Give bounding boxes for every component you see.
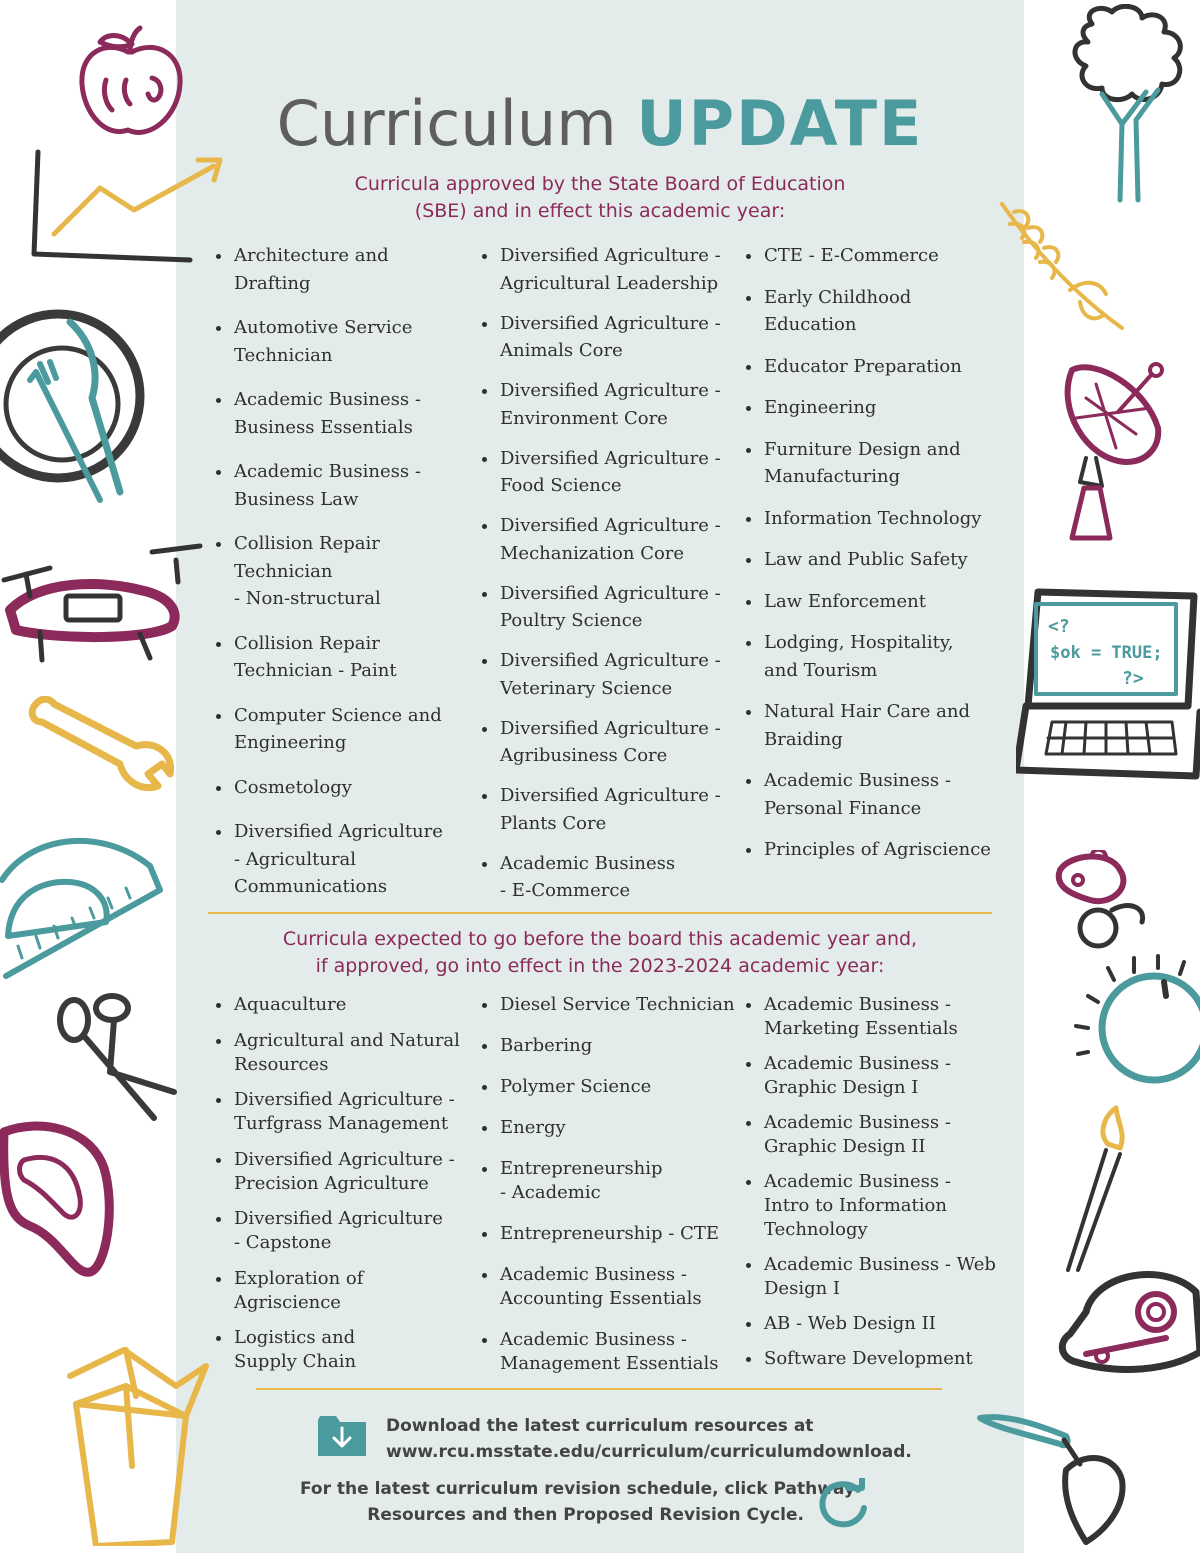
list-item — [482, 445, 721, 500]
list-item — [746, 836, 991, 864]
list-item-text: - Academic — [500, 1182, 601, 1203]
list-item-text: AB - Web Design II — [764, 1313, 936, 1334]
list-item-text: Academic Business - — [764, 1171, 951, 1192]
section-approved-heading-line: (SBE) and in effect this academic year: — [414, 200, 786, 222]
list-item-text: Collision Repair — [234, 533, 380, 554]
list-item-text: Supply Chain — [234, 1351, 357, 1372]
list-item — [216, 1029, 460, 1077]
stopwatch-icon — [1068, 952, 1200, 1092]
list-item-text: Principles of Agriscience — [764, 839, 991, 860]
list-item — [482, 1222, 735, 1246]
list-item-text: Diversified Agriculture - — [500, 515, 721, 536]
list-item-text: Mechanization Core — [500, 542, 685, 564]
list-item-text: Accounting Essentials — [500, 1288, 702, 1309]
list-item — [746, 436, 991, 491]
list-item-text: Academic Business - — [234, 461, 421, 482]
list-item-text: Academic Business - — [500, 1329, 687, 1350]
laptop-code-line-3: ?> — [1122, 668, 1144, 689]
list-item-text: Agriscience — [234, 1291, 341, 1313]
list-item-text: Energy — [500, 1117, 566, 1138]
list-item — [216, 1267, 460, 1315]
list-item-text: Agribusiness Core — [500, 745, 668, 766]
list-item-text: - Agricultural — [234, 848, 357, 870]
expected-list-col-1 — [216, 993, 460, 1374]
list-item-text: Computer Science and — [234, 704, 442, 726]
list-item-text: Communications — [234, 876, 388, 897]
list-item-text: Diversified Agriculture — [234, 1208, 443, 1229]
section-approved-heading-line: Curricula approved by the State Board of Education — [354, 173, 846, 195]
list-item-text: Technology — [764, 1219, 868, 1240]
list-item-text: Graphic Design II — [764, 1136, 926, 1157]
list-item-text: Braiding — [764, 728, 843, 750]
list-item-text: Diversified Agriculture - — [500, 650, 721, 671]
list-item-text: Barbering — [500, 1035, 593, 1056]
list-item-text: Academic Business - — [500, 1264, 687, 1285]
list-item-text: Diversified Agriculture - — [500, 582, 721, 604]
list-item-text: - Non-structural — [234, 588, 381, 609]
list-item-text: Software Development — [764, 1348, 973, 1369]
list-item — [216, 702, 443, 757]
pacifier-icon — [1050, 850, 1150, 955]
list-item-text: Personal Finance — [764, 797, 922, 819]
list-item-text: Law and Public Safety — [764, 549, 968, 570]
list-item-text: Animals Core — [500, 340, 623, 361]
trowel-icon — [976, 1410, 1126, 1550]
section-expected-heading-line: Curricula expected to go before the board this academic year and, — [282, 928, 918, 950]
list-item-text: Drafting — [234, 272, 311, 294]
list-item — [216, 314, 443, 369]
laptop-code-line-1: <? — [1048, 616, 1070, 637]
list-item-text: Technician — [234, 560, 333, 582]
list-item-text: Furniture Design and — [764, 438, 961, 460]
list-item — [746, 284, 991, 339]
list-item — [746, 242, 991, 270]
plate-fork-knife-icon — [0, 302, 150, 512]
laptop-code-line-2: $ok = TRUE; — [1050, 643, 1163, 663]
list-item — [482, 512, 721, 567]
list-item — [482, 1116, 735, 1140]
list-item — [216, 1207, 460, 1255]
list-item — [216, 530, 443, 613]
list-item-text: Management Essentials — [500, 1353, 719, 1374]
list-item-text: Architecture and — [234, 245, 389, 266]
list-item-text: Academic Business - — [764, 770, 951, 791]
list-item-text: Academic Business - — [764, 994, 951, 1015]
wheat-icon — [996, 198, 1126, 333]
list-item — [482, 1328, 735, 1376]
list-item — [746, 767, 991, 822]
list-item — [746, 394, 991, 422]
revision-text-line: For the latest curriculum revision schedule, click Pathway — [300, 1479, 855, 1499]
expected-list-col-2 — [482, 993, 735, 1376]
download-text-line: Download the latest curriculum resources at — [386, 1416, 814, 1436]
protractor-icon — [0, 826, 165, 986]
list-item-text: Education — [764, 314, 857, 335]
list-item-text: Business Law — [234, 488, 359, 510]
approved-list-col-1 — [216, 242, 443, 901]
list-item-text: Cosmetology — [234, 776, 352, 798]
list-item-text: Information Technology — [764, 507, 982, 529]
list-item-text: Agricultural Leadership — [500, 272, 719, 294]
list-item-text: Precision Agriculture — [234, 1172, 429, 1194]
approved-list-col-2 — [482, 242, 721, 905]
list-item-text: Turfgrass Management — [234, 1113, 449, 1134]
list-item — [216, 386, 443, 441]
list-item-text: Academic Business - Web — [764, 1254, 996, 1275]
list-item-text: Diversified Agriculture - — [500, 380, 721, 401]
list-item-text: Collision Repair — [234, 632, 380, 654]
list-item-text: Food Science — [500, 475, 622, 496]
list-item — [216, 774, 443, 802]
list-item-text: Engineering — [764, 397, 877, 418]
list-item-text: Marketing Essentials — [764, 1018, 958, 1039]
list-item — [482, 1034, 735, 1058]
list-item-text: Diversified Agriculture - — [500, 785, 721, 806]
list-item — [746, 1312, 996, 1336]
list-item — [482, 782, 721, 837]
list-item — [482, 242, 721, 297]
list-item — [482, 1157, 735, 1205]
list-item-text: Diversified Agriculture - — [500, 245, 721, 266]
drone-icon — [0, 540, 210, 670]
list-item-text: Diversified Agriculture - — [234, 1148, 455, 1170]
list-item-text: Design I — [764, 1278, 841, 1299]
list-item — [746, 546, 991, 574]
list-item-text: Diversified Agriculture - — [234, 1089, 455, 1110]
list-item-text: Entrepreneurship — [500, 1158, 663, 1179]
list-item-text: Academic Business - — [234, 389, 421, 410]
refresh-icon[interactable] — [818, 1478, 870, 1530]
download-folder-icon[interactable] — [318, 1414, 366, 1456]
list-item — [746, 353, 991, 381]
list-item-text: Poultry Science — [500, 610, 643, 631]
list-item-text: Academic Business - — [764, 1112, 951, 1133]
list-item-text: Natural Hair Care and — [764, 701, 970, 722]
laptop-icon — [1016, 588, 1200, 788]
list-item-text: Early Childhood — [764, 286, 912, 308]
list-item-text: Resources — [234, 1053, 329, 1075]
expected-list-col-3 — [746, 993, 996, 1371]
section-expected-heading-line: if approved, go into effect in the 2023-2024 academic year: — [315, 955, 885, 977]
list-item-text: Plants Core — [500, 812, 607, 834]
list-item-text: Exploration of — [234, 1267, 364, 1289]
list-item — [216, 242, 443, 297]
list-item-text: Diversified Agriculture - — [500, 312, 721, 334]
list-item-text: Agricultural and Natural — [234, 1029, 460, 1051]
list-item — [216, 818, 443, 901]
list-item — [746, 1052, 996, 1100]
title-bold: UPDATE — [636, 87, 924, 160]
list-item-text: - E-Commerce — [500, 880, 631, 901]
download-link[interactable]: www.rcu.msstate.edu/curriculum/curriculumdownload. — [386, 1442, 912, 1462]
list-item — [482, 850, 721, 905]
approved-list-col-3 — [746, 242, 991, 864]
list-item-text: Educator Preparation — [764, 355, 962, 377]
list-item-text: - Capstone — [234, 1232, 332, 1253]
page-title — [0, 84, 1200, 164]
section-approved-heading — [200, 171, 1000, 225]
list-item — [482, 377, 721, 432]
list-item-text: Automotive Service — [234, 317, 413, 338]
section-expected-heading — [200, 926, 1000, 980]
list-item — [746, 993, 996, 1041]
list-item — [746, 629, 991, 684]
list-item-text: Lodging, Hospitality, — [764, 632, 954, 653]
list-item-text: Environment Core — [500, 407, 668, 429]
list-item — [216, 1148, 460, 1196]
list-item-text: Technician - Paint — [234, 660, 397, 681]
list-item-text: Polymer Science — [500, 1076, 652, 1097]
list-item — [482, 1263, 735, 1311]
list-item — [482, 715, 721, 770]
list-item-text: Engineering — [234, 732, 347, 753]
list-item-text: Manufacturing — [764, 466, 901, 487]
list-item — [482, 993, 735, 1017]
list-item — [746, 588, 991, 616]
list-item — [482, 1075, 735, 1099]
wrench-icon — [24, 696, 174, 796]
list-item — [746, 1111, 996, 1159]
list-item — [482, 580, 721, 635]
download-text — [386, 1413, 912, 1465]
list-item-text: Diesel Service Technician — [500, 994, 735, 1015]
list-item-text: Entrepreneurship - CTE — [500, 1223, 719, 1244]
list-item — [746, 698, 991, 753]
revision-text-line: Resources and then Proposed Revision Cycle. — [367, 1505, 804, 1525]
list-item — [746, 1347, 996, 1371]
scissors-icon — [54, 992, 184, 1122]
list-item-text: and Tourism — [764, 659, 878, 681]
list-item — [216, 1088, 460, 1136]
list-item-text: Logistics and — [234, 1327, 356, 1348]
list-item-text: Diversified Agriculture — [234, 821, 443, 842]
list-item-text: Law Enforcement — [764, 590, 926, 612]
list-item-text: CTE - E-Commerce — [764, 245, 939, 266]
title-light: Curriculum — [276, 87, 617, 160]
list-item-text: Diversified Agriculture - — [500, 717, 721, 739]
list-item — [216, 1326, 460, 1374]
list-item-text: Business Essentials — [234, 416, 413, 438]
list-item — [216, 630, 443, 685]
list-item — [216, 458, 443, 513]
steak-icon — [0, 1118, 120, 1278]
list-item-text: Intro to Information — [764, 1195, 947, 1216]
list-item — [746, 1253, 996, 1301]
list-item — [482, 310, 721, 365]
revision-text — [300, 1476, 855, 1528]
box-icon — [66, 1346, 216, 1546]
section-divider — [208, 912, 992, 914]
list-item — [746, 505, 991, 533]
list-item-text: Diversified Agriculture - — [500, 447, 721, 469]
footer-divider — [256, 1388, 942, 1390]
satellite-dish-icon — [1056, 358, 1176, 543]
list-item-text: Academic Business - — [764, 1053, 951, 1074]
list-item — [482, 647, 721, 702]
list-item — [216, 993, 460, 1017]
list-item-text: Graphic Design I — [764, 1077, 919, 1098]
list-item-text: Veterinary Science — [500, 677, 673, 699]
list-item-text: Aquaculture — [234, 994, 347, 1015]
paintbrush-icon — [1064, 1104, 1134, 1274]
police-cap-icon — [1056, 1262, 1200, 1392]
list-item — [746, 1170, 996, 1242]
list-item-text: Academic Business — [500, 852, 676, 874]
list-item-text: Technician — [234, 344, 333, 366]
